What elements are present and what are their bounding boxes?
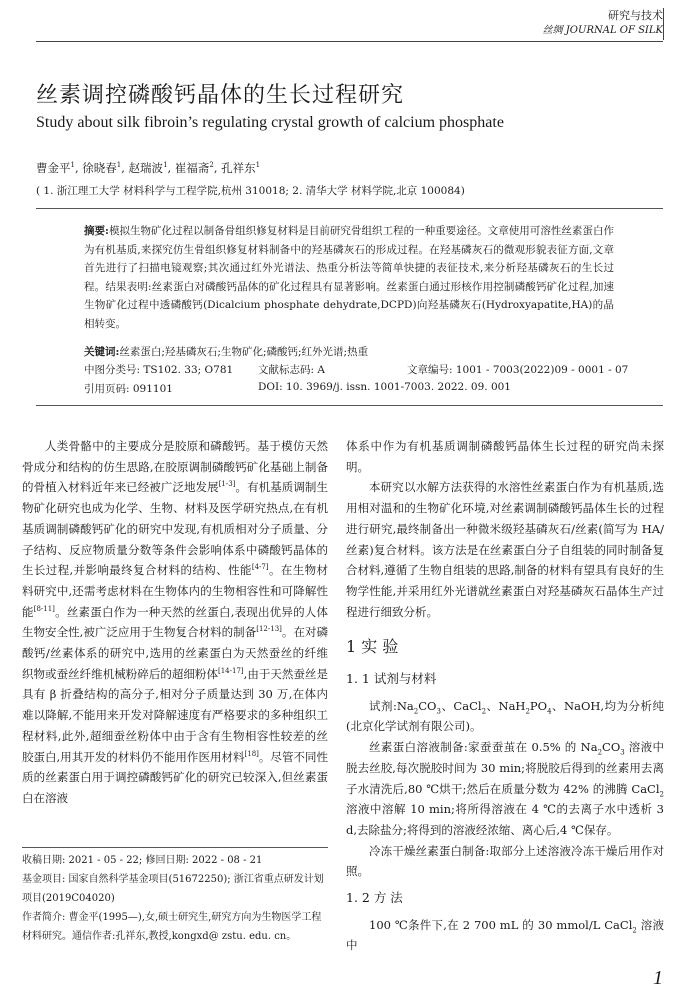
- text-run: 。丝素蛋白作为一种天然的丝蛋白,表现出优异的人体生物安全性,被广泛应用于生物复合材料的制备: [22, 604, 329, 640]
- footnotes: [22, 851, 328, 946]
- page-number: 1: [653, 967, 663, 989]
- text-run: CO: [602, 740, 621, 755]
- text-run: CO: [418, 698, 437, 713]
- header-vertical-bar: [663, 8, 664, 40]
- text-run: 、CaCl: [440, 698, 482, 713]
- subscript: 2: [597, 748, 603, 757]
- text-run: 溶液中脱去丝胶,每次脱胶时间为 30 min;将脱胶后得到的丝素用去离子水清洗后,80 ℃烘干;然后在质量分数为 42% 的沸腾 CaCl: [346, 740, 665, 796]
- journal-name: 丝绸 JOURNAL OF SILK: [542, 25, 663, 36]
- paragraph: 体系中作为有机基质调制磷酸钙晶体生长过程的研究尚未探明。: [346, 439, 664, 474]
- received-dates: 收稿日期: 2021 - 05 - 22; 修回日期: 2022 - 08 - 21: [22, 855, 263, 866]
- keywords-text: 丝素蛋白;羟基磷灰石;生物矿化;磷酸钙;红外光谱;热重: [119, 346, 369, 358]
- affiliation-mark: 1: [116, 161, 122, 170]
- author-list: 曹金平$^1$, 徐晓春$^1$, 赵瑞波$^1$, 崔福斋$^2$, 孔祥东$^1$: [36, 161, 261, 175]
- text-run: PO: [529, 698, 548, 713]
- method-paragraph: [346, 915, 664, 956]
- text-run: 。在对磷酸钙/丝素体系的研究中,选用的丝素蛋白为天然蚕丝的纤维织物或蚕丝纤维机械粉碎后的超细粉体: [22, 625, 329, 681]
- text-run: ,由于天然蚕丝是具有 β 折叠结构的高分子,相对分子质量达到 30 万,在体内难以降解,不能用来开发对降解速度有严格要求的多种组织工程材料,此外,超细蚕丝粉体中由于含有生物相容性较差的丝胶蛋白,用其开发的材料仍不能用作医用材料: [22, 666, 329, 764]
- keywords-label: 关键词:: [84, 346, 120, 358]
- text-run: 、NaOH,均为分析纯(北京化学试剂有限公司)。: [346, 698, 665, 734]
- text-run: 100 ℃条件下,在 2 700 mL 的 30 mmol/L CaCl: [369, 917, 633, 932]
- text-run: 。有机基质调制生物矿化研究也成为化学、生物、材料及医学研究热点,在有机基质调制磷酸钙矿化的研究中发现,有机质相对分子质量、分子结构、反应物质量分数等条件会影响体系中磷酸钙晶体的生长过程,并影响最终复合材料的结构、性能: [22, 480, 329, 578]
- keywords: [84, 343, 614, 362]
- citation: [8-11]: [33, 604, 55, 613]
- affiliation-mark: 2: [209, 161, 214, 170]
- text-run: 。尽管不同性质的丝素蛋白用于调控磷酸钙矿化的研究已较深入,但丝素蛋白在溶液: [22, 749, 328, 805]
- abstract-text: 模拟生物矿化过程以制备骨组织修复材料是目前研究骨组织工程的一种重要途径。文章使用可溶性丝素蛋白作为有机基质,来探究仿生骨组织修复材料制备中的羟基磷灰石的形成过程。在羟基磷灰石的微观形貌表征方面,文章首先进行了扫描电镜观察;其次通过红外光谱法、热重分析法等简单快捷的表征技术,来分析羟基磷灰石的生长过程。结果表明:丝素蛋白对磷酸钙晶体的矿化过程具有显著影响。丝素蛋白通过形核作用控制磷酸钙矿化过程,加速生物矿化过程中透磷酸钙(Dicalcium phosphate dehydrate,DCPD)向羟基磷灰石(Hydroxyapatite,HA)的晶相转变。: [84, 225, 614, 330]
- right-column: [346, 436, 664, 956]
- affiliation-mark: 1: [70, 161, 75, 170]
- subscript: 2: [632, 926, 637, 935]
- author-name: 曹金平: [36, 161, 71, 175]
- title-chinese: 丝素调控磷酸钙晶体的生长过程研究: [36, 83, 405, 108]
- column-label: 研究与技术: [608, 9, 663, 22]
- citation: [12-13]: [256, 625, 282, 634]
- title-english: Study about silk fibroin’s regulating crystal growth of calcium phosphate: [36, 114, 504, 131]
- text-run: 、NaH: [486, 698, 526, 713]
- subsection-heading: 1. 2 方 法: [346, 890, 403, 906]
- subsection-heading: 1. 1 试剂与材料: [346, 671, 437, 687]
- subscript: 2: [659, 789, 664, 798]
- section-heading: 1 实 验: [346, 637, 399, 657]
- affiliation-mark: 1: [255, 161, 261, 170]
- running-header: [543, 8, 663, 38]
- left-column: [22, 436, 328, 809]
- abstract-label: 摘要:: [84, 225, 109, 237]
- paragraph: 本研究以水解方法获得的水溶性丝素蛋白作为有机基质,选用相对温和的生物矿化环境,对丝素调制磷酸钙晶体生长的过程进行研究,最终制备出一种微米级羟基磷灰石/丝素(简写为 HA/丝素)复合材料。该方法是在丝素蛋白分子自组装的同时制备复合材料,遵循了生物自组装的思路,制备的材料有望具有良好的生物学性能,并采用红外光谱就丝素蛋白对羟基磷灰石晶体生产过程进行细致分析。: [346, 480, 664, 619]
- abstract: [84, 222, 614, 334]
- reagents-paragraph: [346, 696, 664, 737]
- citation: [14-17]: [218, 666, 244, 675]
- text-run: 。在生物材料研究中,还需考虑材料在生物体内的生物相容性和可降解性能: [22, 563, 328, 619]
- affiliations: ( 1. 浙江理工大学 材料科学与工程学院,杭州 310018; 2. 清华大学 材料学院,北京 100084): [36, 185, 465, 197]
- author-info: 作者简介: 曹金平(1995—),女,硕士研究生,研究方向为生物医学工程材料研究。通信作者:孔祥东,教授,kongxd@ zstu. edu. cn。: [22, 912, 322, 942]
- author-name: 孔祥东: [221, 161, 256, 175]
- author-name: 赵瑞波: [128, 161, 164, 175]
- document-code: 文献标志码: A: [258, 364, 325, 376]
- article-number: 文章编号: 1001 - 7003(2022)09 - 0001 - 07: [407, 364, 629, 376]
- subscript: 4: [547, 707, 552, 716]
- author-name: 崔福斋: [174, 161, 210, 175]
- clc-number: 中图分类号: TS102. 33; O781: [84, 364, 234, 376]
- text-run: 人类骨骼中的主要成分是胶原和磷酸钙。基于模仿天然骨成分和结构的仿生思路,在胶原调制磷酸钙矿化基础上制备的骨植入材料近年来已经被广泛地发展: [22, 439, 328, 495]
- subscript: 2: [413, 707, 419, 716]
- affiliation-mark: 1: [163, 161, 168, 170]
- abstract-top-rule: [36, 208, 663, 209]
- subscript: 3: [436, 707, 441, 716]
- subscript: 2: [525, 707, 530, 716]
- preparation-paragraph: [346, 737, 664, 841]
- fund-info: 基金项目: 国家自然科学基金项目(51672250); 浙江省重点研发计划项目(2019C04020): [22, 874, 324, 904]
- abstract-bottom-rule: [36, 405, 663, 406]
- header-rule: [36, 41, 663, 42]
- paragraph: 冷冻干燥丝素蛋白制备:取部分上述溶液冷冻干燥后用作对照。: [346, 843, 664, 879]
- text-run: 试剂:Na: [369, 698, 414, 713]
- citation: [1-3]: [218, 480, 236, 489]
- citation: [4-7]: [251, 563, 269, 572]
- citation: [18]: [244, 749, 259, 758]
- footnote-rule: [22, 847, 328, 848]
- intro-paragraph: [22, 436, 328, 809]
- text-run: 溶液中: [346, 917, 665, 953]
- doi: DOI: 10. 3969/j. issn. 1001-7003. 2022. 09. 001: [258, 381, 511, 393]
- text-run: 溶液中溶解 10 min;将所得溶液在 4 ℃的去离子水中透析 3 d,去除盐分;将得到的溶液经浓缩、离心后,4 ℃保存。: [346, 802, 664, 837]
- subscript: 3: [620, 748, 625, 757]
- author-name: 徐晓春: [82, 161, 117, 175]
- text-run: 丝素蛋白溶液制备:家蚕蚕茧在 0.5% 的 Na: [369, 740, 598, 755]
- cite-page: 引用页码: 091101: [84, 383, 173, 395]
- subscript: 2: [481, 707, 487, 716]
